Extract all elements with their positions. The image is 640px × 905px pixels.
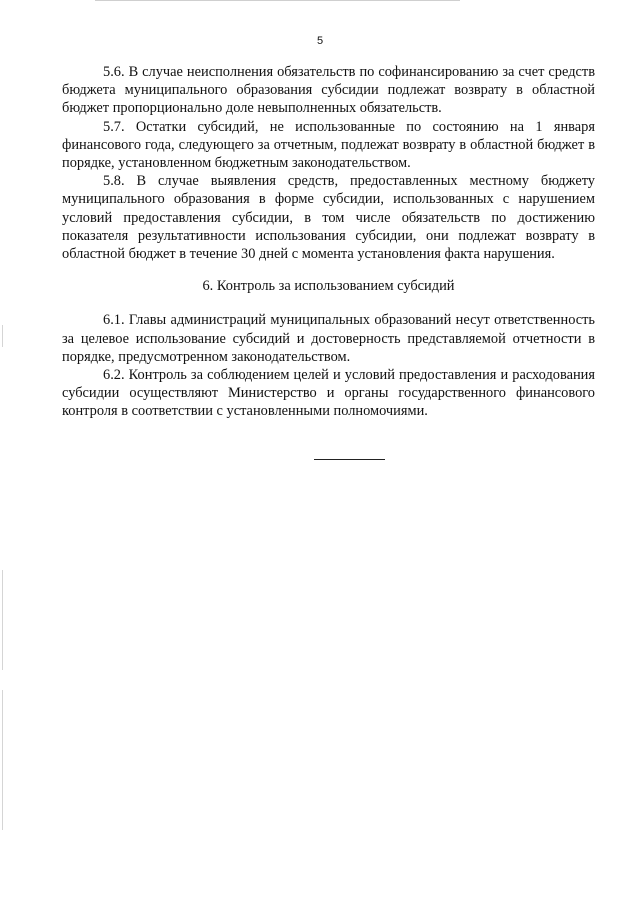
scan-edge-left xyxy=(2,690,3,830)
document-body xyxy=(62,63,595,421)
scan-edge-left xyxy=(2,570,3,670)
end-of-document-rule xyxy=(314,459,385,460)
section-heading: 6. Контроль за использованием субсидий xyxy=(202,278,455,295)
paragraph-6-1: 6.1. Главы администраций муниципальных образований несут ответственность за целевое использование субсидий и достоверность представляемой отчетности в порядке, предусмотренном законодательством. xyxy=(62,312,595,365)
paragraph-5-6: 5.6. В случае неисполнения обязательств по софинансированию за счет средств бюджета муниципального образования субсидии подлежат возврату в областной бюджет пропорционально доле невыполненных обязательств. xyxy=(62,64,595,117)
paragraph-6-2: 6.2. Контроль за соблюдением целей и условий предоставления и расходования субсидии осуществляют Министерство и органы государственного финансового контроля в соответствии с установленными полномочиями. xyxy=(62,367,595,420)
paragraph-5-7: 5.7. Остатки субсидий, не использованные по состоянию на 1 января финансового года, следующего за отчетным, подлежат возврату в областной бюджет в порядке, установленном бюджетным законодательством. xyxy=(62,118,595,172)
paragraph-5-8: 5.8. В случае выявления средств, предоставленных местному бюджету муниципального образования в форме субсидии, использованных с нарушением условий предоставления субсидии, в том числе обязательств по достижению показателя результативности использования субсидии, они подлежат возврату в областной бюджет в течение 30 дней с момента установления факта нарушения. xyxy=(62,173,595,263)
scan-edge-left xyxy=(2,325,3,347)
page-number: 5 xyxy=(316,35,324,47)
scan-edge-top xyxy=(95,0,460,1)
